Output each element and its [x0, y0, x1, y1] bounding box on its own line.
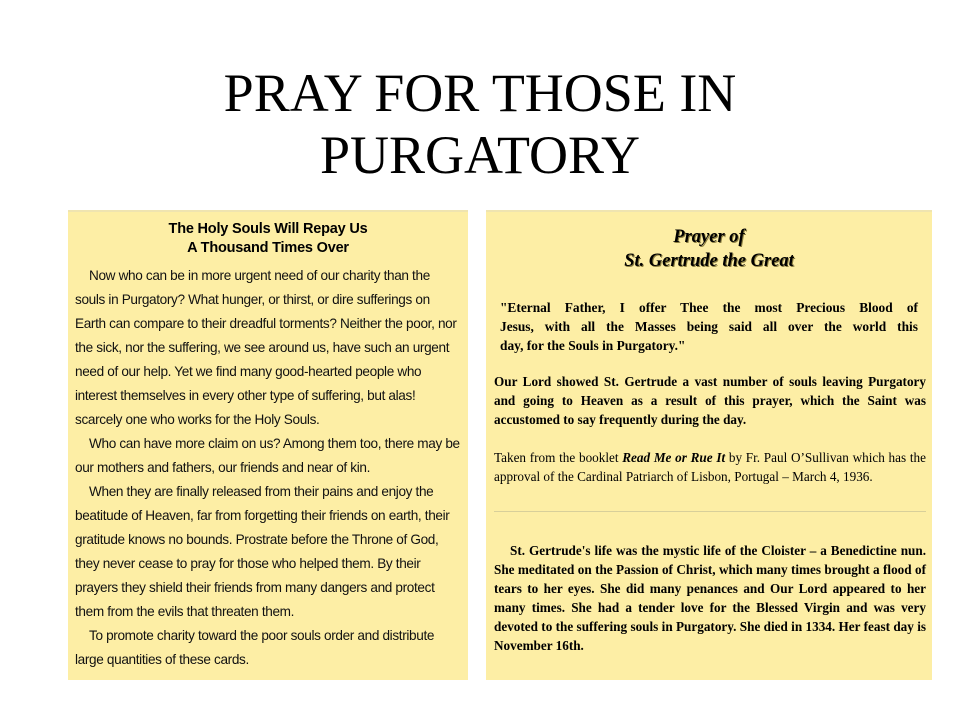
holy-souls-paragraph-1: Now who can be in more urgent need of our charity than the souls in Purgatory? What hunger, or thirst, or dire sufferings on Earth can compare to their dreadful torments? Neither the poor, nor the sick, nor the suffering, we see around us, have such an urgent need of our help. Yet we find many good-hearted people who interest themselves in every other type of suffering, but alas! scarcely one who works for the Holy Souls.	[75, 268, 457, 427]
holy-souls-paragraph-3: When they are finally released from their pains and enjoy the beatitude of Heaven, far from forgetting their friends on earth, their gratitude knows no bounds. Prostrate before the Throne of God, they never cease to pray for those who helped them. By their prayers they shield their friends from many dangers and protect them from the evils that threaten them.	[75, 484, 450, 619]
holy-souls-paragraph-2: Who can have more claim on us? Among them too, there may be our mothers and fathers, our friends and near of kin.	[75, 436, 460, 475]
st-gertrude-biography: St. Gertrude's life was the mystic life of the Cloister – a Benedictine nun. She meditated on the Passion of Christ, which many times brought a flood of tears to her eyes. She did many penances and Our Lord appeared to her many times. She had a tender love for the Blessed Virgin and was very devoted to the suffering souls in Purgatory. She died in 1334. Her feast day is November 16th.	[494, 543, 926, 653]
holy-souls-heading-line-2: A Thousand Times Over	[187, 240, 349, 256]
prayer-line-1: "Eternal Father, I offer Thee the most Precious Blood of	[500, 300, 918, 315]
holy-souls-heading-line-1: The Holy Souls Will Repay Us	[168, 221, 368, 237]
slide-title-line-1: PRAY FOR THOSE IN	[223, 63, 737, 123]
prayer-line-2: Jesus, with all the Masses being said all over the world this	[500, 319, 918, 334]
prayer-text	[500, 298, 918, 355]
source-book-title: Read Me or Rue It	[622, 450, 726, 465]
slide-title	[0, 62, 960, 186]
prayer-heading	[486, 225, 932, 273]
source-suffix: by Fr. Paul O’Sullivan which has the approval of the Cardinal Patriarch of Lisbon, Portugal – March 4, 1936.	[494, 450, 926, 484]
source-prefix: Taken from the booklet	[494, 450, 623, 465]
prayer-description: Our Lord showed St. Gertrude a vast number of souls leaving Purgatory and going to Heaven as a result of this prayer, which the Saint was accustomed to say frequently during the day.	[494, 374, 926, 427]
st-gertrude-prayer-card	[486, 210, 932, 680]
holy-souls-heading	[68, 220, 468, 258]
prayer-line-3: day, for the Souls in Purgatory."	[500, 338, 686, 353]
holy-souls-card	[68, 210, 468, 680]
section-divider	[494, 511, 926, 512]
holy-souls-body	[75, 264, 463, 672]
holy-souls-paragraph-4: To promote charity toward the poor souls order and distribute large quantities of these cards.	[75, 628, 435, 667]
prayer-heading-line-2: St. Gertrude the Great	[624, 251, 794, 271]
slide-title-line-2: PURGATORY	[319, 125, 641, 185]
prayer-heading-line-1: Prayer of	[673, 227, 745, 247]
prayer-source	[494, 448, 926, 486]
